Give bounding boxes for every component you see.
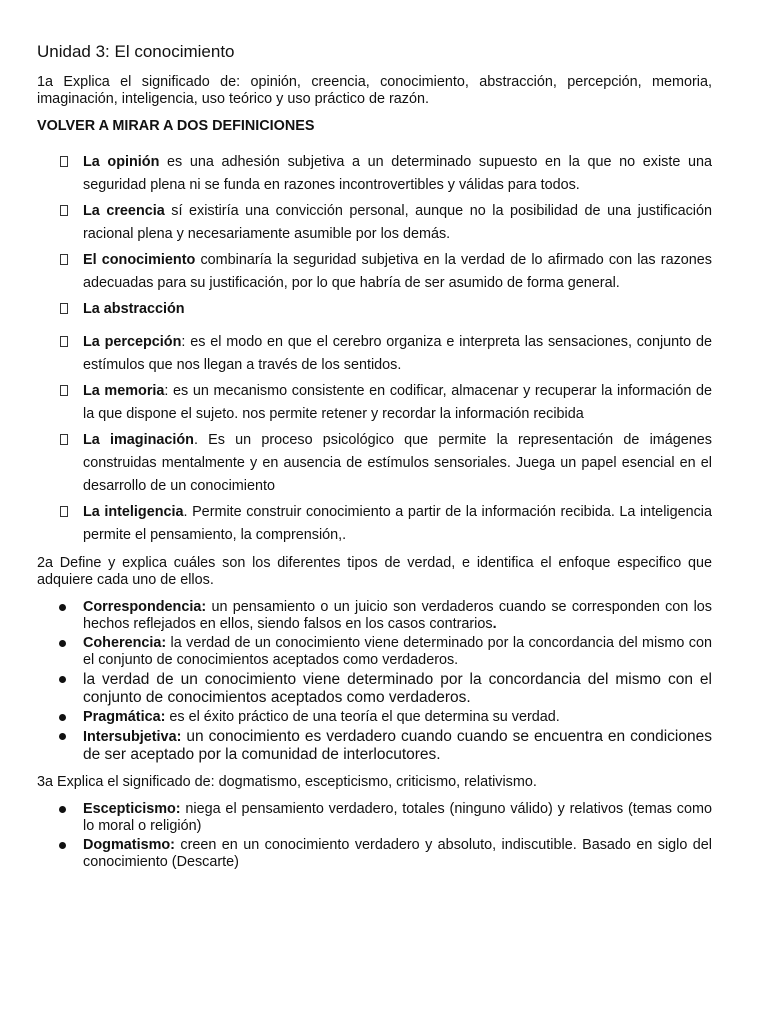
question-2: 2a Define y explica cuáles son los diferentes tipos de verdad, e identifica el enfoque especifico que adquiere cada uno de ellos. [37,555,712,588]
list-item: La creencia sí existiría una convicción personal, aunque no la posibilidad de una justificación racional plena y necesariamente asumible por los demás. [37,200,712,246]
bullet-dot-icon [59,676,66,683]
list-item: la verdad de un conocimiento viene determinado por la concordancia del mismo con el conjunto de conocimientos aceptados como verdaderos. [37,671,712,707]
square-bullet-icon [60,434,68,445]
bullet-dot-icon [59,842,66,849]
list-item: La memoria: es un mecanismo consistente en codificar, almacenar y recuperar la información de la que dispone el sujeto. nos permite retener y recordar la información recibida [37,380,712,426]
section-heading: VOLVER A MIRAR A DOS DEFINICIONES [37,118,315,134]
list-item: El conocimiento combinaría la seguridad subjetiva en la verdad de lo afirmado con las razones adecuadas para su justificación, por lo que habría de ser asumido de forma general. [37,249,712,295]
question-1: 1a Explica el significado de: opinión, creencia, conocimiento, abstracción, percepción, memoria, imaginación, inteligencia, uso teórico y uso práctico de razón. [37,74,712,107]
square-bullet-icon [60,336,68,347]
definitions-list [37,151,712,547]
list-item: Coherencia: la verdad de un conocimiento viene determinado por la concordancia del mismo con el conjunto de conocimientos aceptados como verdaderos. [37,635,712,669]
question-3: 3a Explica el significado de: dogmatismo, escepticismo, criticismo, relativismo. [37,774,537,790]
list-item: Intersubjetiva: un conocimiento es verdadero cuando cuando se encuentra en condiciones de ser aceptado por la comunidad de interlocutores. [37,728,712,764]
list-item: La abstracción [37,298,712,321]
document-title: Unidad 3: El conocimiento [37,42,235,61]
square-bullet-icon [60,254,68,265]
list-item: Dogmatismo: creen en un conocimiento verdadero y absoluto, indiscutible. Basado en siglo del conocimiento (Descarte) [37,837,712,871]
list-item: La percepción: es el modo en que el cerebro organiza e interpreta las sensaciones, conjunto de estímulos que nos llegan a través de los sentidos. [37,331,712,377]
square-bullet-icon [60,205,68,216]
list-item: Pragmática: es el éxito práctico de una teoría el que determina su verdad. [37,709,712,726]
square-bullet-icon [60,385,68,396]
truth-types-list [37,599,712,764]
square-bullet-icon [60,156,68,167]
list-item: La opinión es una adhesión subjetiva a un determinado supuesto en la que no existe una seguridad plena ni se funda en razones incontrovertibles y válidas para todos. [37,151,712,197]
list-item: La inteligencia. Permite construir conocimiento a partir de la información recibida. La inteligencia permite el pensamiento, la comprensión,. [37,501,712,547]
square-bullet-icon [60,506,68,517]
bullet-dot-icon [59,733,66,740]
square-bullet-icon [60,303,68,314]
list-item: La imaginación. Es un proceso psicológico que permite la representación de imágenes construidas mentalmente y en ausencia de estímulos sensoriales. Juega un papel esencial en el desarrollo de un conocimiento [37,429,712,498]
bullet-dot-icon [59,806,66,813]
list-item: Escepticismo: niega el pensamiento verdadero, totales (ninguno válido) y relativos (temas como lo moral o religión) [37,801,712,835]
bullet-dot-icon [59,640,66,647]
bullet-dot-icon [59,714,66,721]
bullet-dot-icon [59,604,66,611]
list-item: Correspondencia: un pensamiento o un juicio son verdaderos cuando se corresponden con los hechos reflejados en ellos, siendo falsos en los casos contrarios. [37,599,712,633]
positions-list [37,801,712,871]
